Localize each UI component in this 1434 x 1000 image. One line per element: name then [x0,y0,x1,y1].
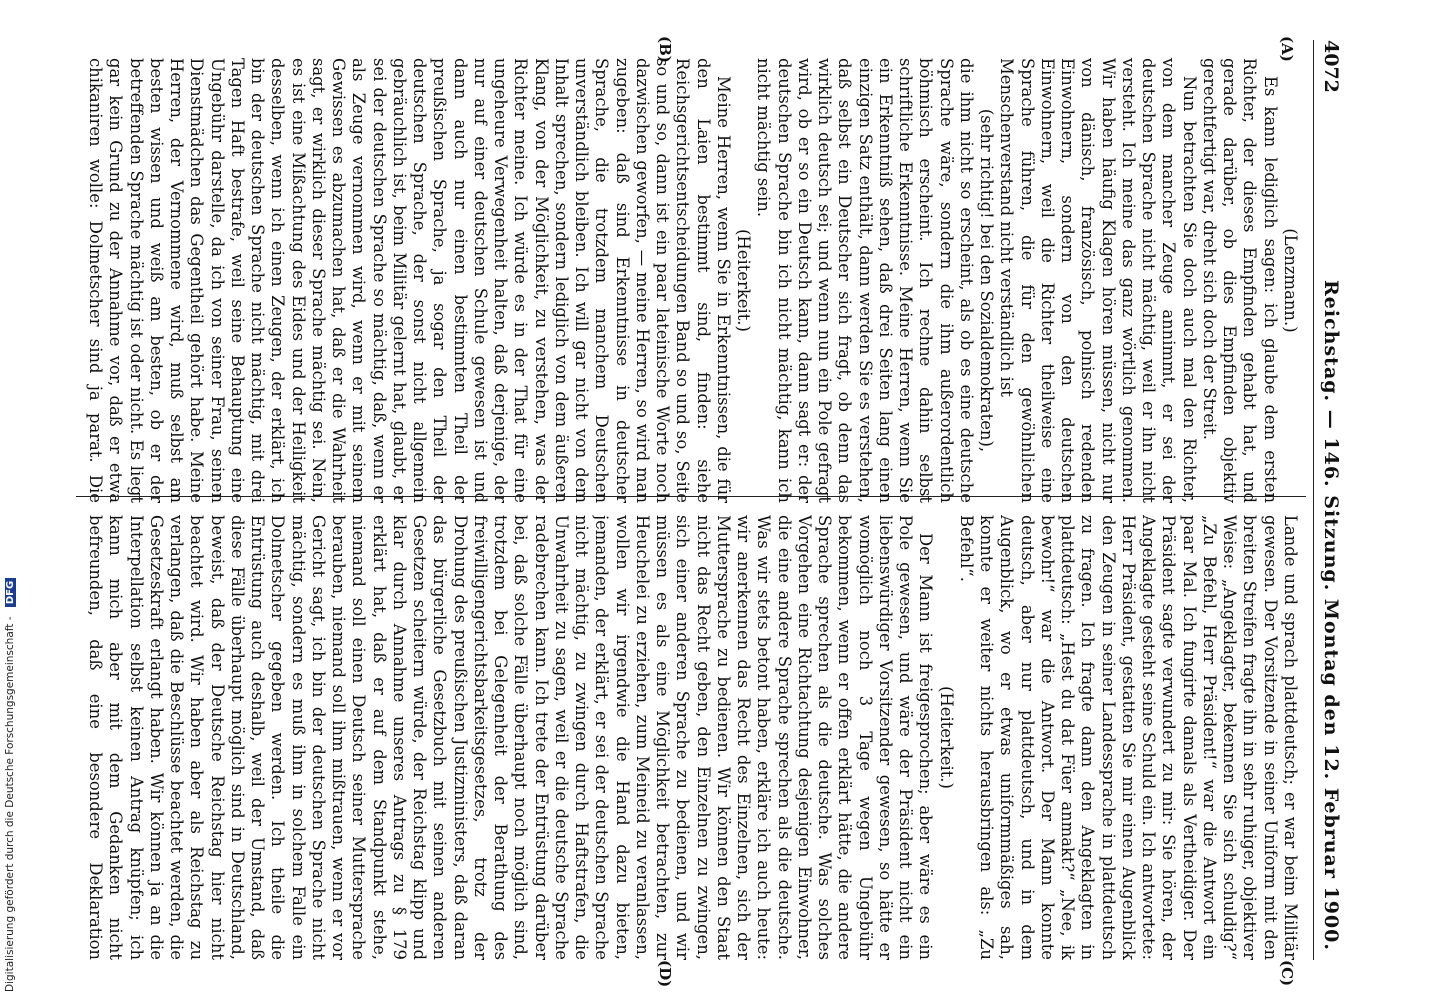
interjection: (Heiterkeit.) [936,686,956,789]
dfg-logo: DFG [5,578,16,607]
left-column [85,58,1300,503]
paragraph: die ihm nicht so erscheint, als ob es eine deutsche Sprache wäre, sondern die ihm außerordentlich böhmisch erscheint. Ich rechne dahin selbst schriftliche Erkenntnisse. Meine Herren, wenn Sie ein Erkenntniß sehen, daß drei Seiten lang einen einzigen Satz enthält, dann werden Sie es verstehen, daß selbst ein Deutscher sich fragt, ob denn das wirklich deutsch sei; und wenn nun ein Pole gefragt wird, ob er so ein Deutsch kann, dann sagt er: der deutschen Sprache bin ich nicht mächtig, kann ich nicht mächtig sein. [754,58,976,503]
margin-marker-c: (C) [1278,960,1296,987]
paragraph: Lande und sprach plattdeutsch; er war beim Militär gewesen. Der Vorsitzende in seiner Uniform mit den breiten Streifen fragte ihn in sehr ruhiger, objektiver Weise: „Angeklagter, bekennen Sie sich schuldig?“ „Zu Befehl, Herr Präsident!“ war die Antwort ein paar Mal. Ich fungirte damals als Vertheidiger. Der Präsident sagte verwundert zu mir: Sie hören, der Angeklagte gesteht seine Schuld ein. Ich antwortete: Herr Präsident, gestatten Sie mir einen Augenblick den Zeugen in seiner Landessprache in plattdeutsch zu fragen. Ich fragte dann den Angeklagten in plattdeutsch: „Hest du dat Füer anmakt?“ „Nee, ik bewohr!“ war die Antwort. Der Mann konnte deutsch, aber nur plattdeutsch, und in dem Augenblick, wo er etwas uniformmäßiges sah, konnte er weiter nichts herausbringen als: „Zu Befehl“. [957,515,1300,960]
paragraph: Es kann lediglich sagen: ich glaube dem ersten Richter, der dieses Empfinden gehabt hat, und gerade darüber, ob dies Empfinden objektiv gerechtfertigt war, dreht sich doch der Streit. [1200,58,1280,503]
right-column [85,515,1300,960]
page-header [1313,40,1344,960]
column-divider [76,496,1306,497]
interjection: (Heiterkeit.) [734,229,754,332]
digitization-credit [4,580,18,992]
paragraph: Nun betrachten Sie doch auch mal den Richter, von dem mancher Zeuge annimmt, er sei der deutschen Sprache nicht mächtig, weil er ihn nicht versteht. Ich meine das ganz wörtlich genommen. Wir haben häufig Klagen hören müssen, nicht nur von dänisch, französisch, polnisch redenden Einwohnern, sondern von den deutschen Einwohnern, weil die Richter theilweise eine Sprache führen, die für den gewöhnlichen Menschenverstand nicht verständlich ist [997,58,1199,503]
page-number: 4072 [1320,40,1342,93]
page-title: Reichstag. — 146. Sitzung. Montag den 12. Februar 1900. [1320,280,1342,951]
interjection: (sehr richtig! bei den Sozialdemokraten), [977,108,997,453]
credit-text: Digitalisierung gefördert durch die Deutsche Forschungsgemeinschaft - [4,616,16,992]
paragraph: Der Mann ist freigesprochen; aber wäre es ein Pole gewesen, und wäre der Präsident nicht ein liebenswürdiger Vorsitzender gewesen, so hätte er womöglich noch 3 Tage wegen Ungebühr bekommen, wenn er offen erklärt hätte, die andere Sprache sprechen als die deutsche. Was solches Vorgehen eine Richtachtung desjenigen Einwohner, die eine andere Sprache sprechen als die deutsche. Was wir stets betont haben, erkläre ich auch heute: wir anerkennen das Recht des Einzelnen, sich der Muttersprache zu bedienen. Wir können den Staat nicht das Recht geben, den Einzelnen zu zwingen, sich einer anderen Sprache zu bedienen, und wir müssen es als eine Möglichkeit betrachten, zur Heuchelei zu erziehen, zum Meineid zu veranlassen, wollen wir irgendwie die Hand dazu bieten, jemanden, der erklärt, er sei der deutschen Sprache nicht mächtig, zu zwingen durch Haftstrafen, die Unwahrheit zu sagen, weil er die deutsche Sprache radebrechen kann. Ich trete der Entrüstung darüber bei, daß solche Fälle überhaupt noch möglich sind, trotzdem bei Gelegenheit der Berathung des freiwilligengerichtsbarkeitsgesetzes, trotz der Drohung des preußischen Justizministers, daß daran das bürgerliche Gesetzbuch mit seinen anderen Gesetzen scheitern würde, der Reichstag klipp und klar durch Annahme unseres Antrags zu § 179 erklärt hat, daß er auf dem Standpunkt stehe, niemand soll einen Deutsch seiner Muttersprache berauben, niemand soll ihm mißtrauen, wenn er vor Gericht sagt, ich bin der deutschen Sprache nicht mächtig, sondern es muß ihm in solchem Falle ein Dolmetscher gegeben werden. Ich theile die Entrüstung auch deshalb, weil der Umstand, daß diese Fälle überhaupt möglich sind in Deutschland, beweist, daß der Deutsche Reichstag hier nicht beachtet wird. Wir haben aber als Reichstag zu verlangen, daß die Beschlüsse beachtet werden, die Gesetzeskraft erlangt haben. Wir können ja an die Interpellation selbst keinen Antrag knüpfen; ich kann mich aber mit dem Gedanken nicht befreunden, daß eine besondere Deklaration [86,515,936,960]
paragraph: Meine Herren, wenn Sie in Erkenntnissen, die für den Laien bestimmt sind, finden: siehe Reichsgerichtsentscheidungen Band so und so, Seite so und so, dann ist ein paar lateinische Worte noch dazwischen geworfen, — meine Herren, so wird man zugeben: daß sind Erkenntnisse in deutscher Sprache, die trotzdem manchem Deutschen unverständlich bleiben. Ich will gar nicht von dem Inhalt sprechen, sondern lediglich von dem äußeren Klang, von der Möglichkeit, zu verstehen, was der Richter meine. Ich würde es in der That für eine ungeheure Verwegenheit halten, daß derjenige, der nur auf einer deutschen Schule gewesen ist und dann auch nur einen bestimmten Theil der preußischen Sprache, ja sogar den Theil der deutschen Sprache, der sonst nicht allgemein gebräuchlich ist, beim Militär gelernt hat, glaubt, er sei der deutschen Sprache so mächtig, daß, wenn er als Zeuge vernommen wird, wenn er mit seinem Gewissen es abzumachen hat, daß er die Wahrheit sagt, er wirklich dieser Sprache mächtig sei. Nein, es ist eine Mißachtung des Eides und der Heiligkeit desselben, wenn ich einen Zeugen, der erklärt, ich bin der deutschen Sprache nicht mächtig, mit drei Tagen Haft bestrafe, weil seine Behauptung eine Ungebühr darstelle, da ich von seiner Frau, seinen Dienstmädchen das Gegentheil gehört habe. Meine Herren, der Vernommene wird, muß selbst am besten wissen und weiß am besten, ob er der betreffenden Sprache mächtig ist oder nicht. Es liegt gar kein Grund zu der Annahme vor, daß er etwa chikaniren wolle: Dolmetscher sind ja parat. Die [86,58,733,503]
margin-marker-a: (A) [1278,36,1296,62]
speaker-tag: (Lenzmann.) [1281,228,1300,333]
margin-marker-b: (B) [656,36,674,63]
margin-marker-d: (D) [656,960,674,988]
